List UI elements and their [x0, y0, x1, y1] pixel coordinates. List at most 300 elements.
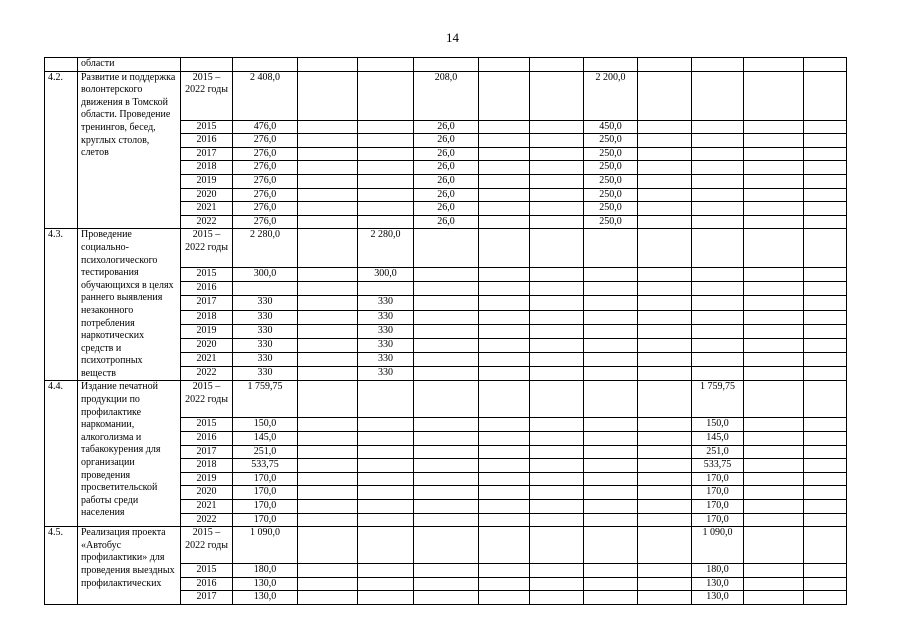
empty-cell — [638, 338, 692, 352]
empty-cell — [414, 338, 479, 352]
empty-cell — [638, 418, 692, 432]
empty-cell — [638, 310, 692, 324]
total-cell: 130,0 — [233, 591, 298, 605]
value-cell: 26,0 — [414, 202, 479, 216]
empty-cell — [530, 215, 584, 229]
table-row — [45, 58, 847, 72]
empty-cell — [638, 296, 692, 310]
empty-cell — [638, 120, 692, 134]
year-cell: 2017 — [181, 445, 233, 459]
value-cell: 145,0 — [692, 432, 744, 446]
empty-cell — [298, 591, 358, 605]
empty-cell — [479, 174, 530, 188]
empty-cell — [298, 174, 358, 188]
year-cell: 2018 — [181, 161, 233, 175]
total-cell: 251,0 — [233, 445, 298, 459]
empty-cell — [584, 472, 638, 486]
empty-cell — [414, 381, 479, 418]
empty-cell — [298, 338, 358, 352]
empty-cell — [584, 310, 638, 324]
total-cell: 330 — [233, 338, 298, 352]
period-cell: 2015 – 2022 годы — [181, 71, 233, 120]
empty-cell — [804, 591, 847, 605]
empty-cell — [298, 161, 358, 175]
section-name: Проведение социально-психологического тестирования обучающихся в целях раннего выявления незаконного потребления наркотических средств и психотропных веществ — [78, 229, 181, 381]
empty-cell — [358, 564, 414, 578]
value-cell: 180,0 — [692, 564, 744, 578]
empty-cell — [804, 381, 847, 418]
empty-cell — [584, 418, 638, 432]
empty-cell — [638, 215, 692, 229]
empty-cell — [692, 353, 744, 367]
empty-cell — [530, 472, 584, 486]
value-cell — [358, 282, 414, 296]
empty-cell — [479, 418, 530, 432]
empty-cell — [530, 296, 584, 310]
empty-cell — [804, 310, 847, 324]
year-cell: 2018 — [181, 310, 233, 324]
value-cell: 1 759,75 — [692, 381, 744, 418]
value-cell: 330 — [358, 338, 414, 352]
empty-cell — [744, 445, 804, 459]
total-cell: 476,0 — [233, 120, 298, 134]
empty-cell — [358, 120, 414, 134]
empty-cell — [530, 367, 584, 381]
empty-cell — [584, 577, 638, 591]
empty-cell — [358, 591, 414, 605]
empty-cell — [584, 459, 638, 473]
value-cell: 1 090,0 — [692, 527, 744, 564]
empty-cell — [638, 500, 692, 514]
empty-cell — [638, 564, 692, 578]
empty-cell — [530, 513, 584, 527]
empty-cell — [744, 418, 804, 432]
empty-cell — [804, 513, 847, 527]
empty-cell — [804, 120, 847, 134]
year-cell: 2015 — [181, 564, 233, 578]
empty-cell — [638, 381, 692, 418]
empty-cell — [530, 338, 584, 352]
empty-cell — [744, 134, 804, 148]
empty-cell — [414, 353, 479, 367]
total-cell: 170,0 — [233, 472, 298, 486]
empty-cell — [744, 513, 804, 527]
total-cell: 1 759,75 — [233, 381, 298, 418]
empty-cell — [744, 432, 804, 446]
empty-cell — [298, 472, 358, 486]
empty-cell — [298, 381, 358, 418]
empty-cell — [638, 432, 692, 446]
empty-cell — [479, 310, 530, 324]
empty-cell — [298, 353, 358, 367]
empty-cell — [638, 267, 692, 281]
value-cell: 2 200,0 — [584, 71, 638, 120]
value-cell: 2 280,0 — [358, 229, 414, 268]
total-cell: 533,75 — [233, 459, 298, 473]
empty-cell — [358, 527, 414, 564]
empty-cell — [638, 445, 692, 459]
empty-cell — [298, 459, 358, 473]
empty-cell — [479, 367, 530, 381]
empty-cell — [414, 564, 479, 578]
empty-cell — [692, 71, 744, 120]
empty-cell — [530, 381, 584, 418]
empty-cell — [744, 215, 804, 229]
empty-cell — [584, 564, 638, 578]
empty-cell — [744, 229, 804, 268]
empty-cell — [479, 564, 530, 578]
empty-cell — [692, 202, 744, 216]
empty-cell — [298, 564, 358, 578]
empty-cell — [530, 267, 584, 281]
empty-cell — [530, 71, 584, 120]
empty-cell — [744, 486, 804, 500]
value-cell: 450,0 — [584, 120, 638, 134]
empty-cell — [692, 338, 744, 352]
period-cell: 2015 – 2022 годы — [181, 229, 233, 268]
empty-cell — [358, 174, 414, 188]
empty-cell — [744, 161, 804, 175]
value-cell: 170,0 — [692, 500, 744, 514]
empty-cell — [804, 229, 847, 268]
year-cell: 2021 — [181, 500, 233, 514]
empty-cell — [530, 445, 584, 459]
value-cell: 330 — [358, 353, 414, 367]
empty-cell — [479, 71, 530, 120]
total-cell: 170,0 — [233, 500, 298, 514]
empty-cell — [744, 147, 804, 161]
empty-cell — [479, 353, 530, 367]
empty-cell — [744, 381, 804, 418]
empty-cell — [298, 134, 358, 148]
year-cell: 2022 — [181, 215, 233, 229]
empty-cell — [414, 296, 479, 310]
value-cell: 26,0 — [414, 174, 479, 188]
empty-cell — [638, 367, 692, 381]
value-cell: 26,0 — [414, 147, 479, 161]
total-cell: 1 090,0 — [233, 527, 298, 564]
empty-cell — [804, 432, 847, 446]
empty-cell — [530, 188, 584, 202]
sections-body — [45, 71, 847, 604]
total-cell: 276,0 — [233, 147, 298, 161]
empty-cell — [744, 282, 804, 296]
empty-cell — [479, 282, 530, 296]
empty-cell — [584, 324, 638, 338]
empty-cell — [530, 282, 584, 296]
empty-cell — [358, 147, 414, 161]
empty-cell — [414, 418, 479, 432]
empty-cell — [358, 472, 414, 486]
empty-cell — [479, 215, 530, 229]
empty-cell — [358, 202, 414, 216]
empty-cell — [638, 134, 692, 148]
empty-cell — [479, 338, 530, 352]
empty-cell — [638, 229, 692, 268]
period-cell: 2015 – 2022 годы — [181, 527, 233, 564]
empty-cell — [358, 432, 414, 446]
total-cell: 330 — [233, 310, 298, 324]
empty-cell — [584, 513, 638, 527]
empty-cell — [298, 202, 358, 216]
empty-cell — [479, 513, 530, 527]
empty-cell — [804, 459, 847, 473]
empty-cell — [414, 591, 479, 605]
value-cell: 26,0 — [414, 215, 479, 229]
year-cell: 2020 — [181, 338, 233, 352]
empty-cell — [804, 527, 847, 564]
value-cell: 250,0 — [584, 188, 638, 202]
section-number: 4.5. — [45, 527, 78, 605]
empty-cell — [414, 445, 479, 459]
value-cell: 250,0 — [584, 161, 638, 175]
empty-cell — [744, 267, 804, 281]
empty-cell — [414, 367, 479, 381]
table-row — [45, 71, 847, 120]
empty-cell — [479, 188, 530, 202]
total-cell: 330 — [233, 324, 298, 338]
empty-cell — [479, 591, 530, 605]
empty-cell — [358, 134, 414, 148]
empty-cell — [479, 472, 530, 486]
total-cell: 180,0 — [233, 564, 298, 578]
total-cell: 330 — [233, 296, 298, 310]
empty-cell — [638, 527, 692, 564]
year-cell: 2016 — [181, 432, 233, 446]
value-cell: 251,0 — [692, 445, 744, 459]
section-name: Издание печатной продукции по профилактике наркомании, алкоголизма и табакокурения для организации проведения просветительской работы среди населения — [78, 381, 181, 527]
empty-cell — [358, 215, 414, 229]
value-cell: 250,0 — [584, 134, 638, 148]
empty-cell — [479, 161, 530, 175]
empty-cell — [414, 432, 479, 446]
empty-cell — [692, 310, 744, 324]
empty-cell — [530, 353, 584, 367]
empty-cell — [638, 147, 692, 161]
section-number: 4.3. — [45, 229, 78, 381]
empty-cell — [804, 296, 847, 310]
empty-cell — [584, 267, 638, 281]
empty-cell — [479, 134, 530, 148]
empty-cell — [530, 564, 584, 578]
empty-cell — [298, 500, 358, 514]
empty-cell — [744, 174, 804, 188]
empty-cell — [638, 577, 692, 591]
empty-cell — [804, 188, 847, 202]
empty-cell — [479, 381, 530, 418]
empty-cell — [358, 486, 414, 500]
total-cell: 330 — [233, 367, 298, 381]
empty-cell — [414, 486, 479, 500]
empty-cell — [744, 472, 804, 486]
empty-cell — [414, 310, 479, 324]
value-cell: 26,0 — [414, 188, 479, 202]
empty-cell — [804, 486, 847, 500]
empty-cell — [638, 202, 692, 216]
empty-cell — [298, 367, 358, 381]
empty-cell — [804, 353, 847, 367]
total-cell: 150,0 — [233, 418, 298, 432]
empty-cell — [479, 486, 530, 500]
empty-cell — [638, 486, 692, 500]
empty-cell — [744, 338, 804, 352]
empty-cell — [692, 282, 744, 296]
empty-cell — [804, 134, 847, 148]
value-cell: 130,0 — [692, 591, 744, 605]
empty-cell — [530, 174, 584, 188]
empty-cell — [530, 120, 584, 134]
year-cell: 2019 — [181, 472, 233, 486]
total-cell: 276,0 — [233, 215, 298, 229]
empty-cell — [530, 324, 584, 338]
empty-cell — [638, 174, 692, 188]
empty-cell — [530, 432, 584, 446]
empty-cell — [479, 445, 530, 459]
empty-cell — [804, 282, 847, 296]
empty-cell — [804, 367, 847, 381]
total-cell: 276,0 — [233, 134, 298, 148]
empty-cell — [584, 591, 638, 605]
empty-cell — [692, 174, 744, 188]
empty-cell — [298, 577, 358, 591]
empty-cell — [530, 486, 584, 500]
value-cell: 26,0 — [414, 120, 479, 134]
year-cell: 2018 — [181, 459, 233, 473]
empty-cell — [530, 591, 584, 605]
empty-cell — [414, 282, 479, 296]
empty-cell — [358, 459, 414, 473]
table-row — [45, 229, 847, 268]
empty-cell — [638, 459, 692, 473]
empty-cell — [358, 500, 414, 514]
empty-cell — [804, 71, 847, 120]
empty-cell — [298, 120, 358, 134]
empty-cell — [479, 432, 530, 446]
empty-cell — [804, 147, 847, 161]
empty-cell — [744, 564, 804, 578]
year-cell: 2021 — [181, 202, 233, 216]
empty-cell — [358, 188, 414, 202]
value-cell: 170,0 — [692, 513, 744, 527]
total-cell: 170,0 — [233, 513, 298, 527]
empty-cell — [530, 577, 584, 591]
empty-cell — [584, 282, 638, 296]
empty-cell — [744, 120, 804, 134]
period-cell: 2015 – 2022 годы — [181, 381, 233, 418]
value-cell: 300,0 — [358, 267, 414, 281]
empty-cell — [638, 513, 692, 527]
empty-cell — [692, 324, 744, 338]
empty-cell — [692, 267, 744, 281]
value-cell: 170,0 — [692, 486, 744, 500]
empty-cell — [744, 202, 804, 216]
total-cell: 330 — [233, 353, 298, 367]
year-cell: 2017 — [181, 147, 233, 161]
empty-cell — [804, 174, 847, 188]
empty-cell — [298, 215, 358, 229]
empty-cell — [479, 577, 530, 591]
empty-cell — [804, 500, 847, 514]
total-cell: 276,0 — [233, 174, 298, 188]
empty-cell — [530, 229, 584, 268]
empty-cell — [298, 296, 358, 310]
empty-cell — [804, 418, 847, 432]
empty-cell — [479, 267, 530, 281]
empty-cell — [804, 202, 847, 216]
empty-cell — [638, 71, 692, 120]
empty-cell — [638, 591, 692, 605]
empty-cell — [479, 500, 530, 514]
value-cell: 26,0 — [414, 161, 479, 175]
value-cell: 533,75 — [692, 459, 744, 473]
value-cell: 170,0 — [692, 472, 744, 486]
empty-cell — [584, 381, 638, 418]
year-cell: 2016 — [181, 134, 233, 148]
empty-cell — [530, 202, 584, 216]
year-cell: 2019 — [181, 174, 233, 188]
total-cell: 170,0 — [233, 486, 298, 500]
empty-cell — [479, 147, 530, 161]
empty-cell — [479, 202, 530, 216]
empty-cell — [584, 527, 638, 564]
empty-cell — [298, 527, 358, 564]
empty-cell — [298, 229, 358, 268]
empty-cell — [298, 513, 358, 527]
empty-cell — [479, 296, 530, 310]
total-cell — [233, 282, 298, 296]
empty-cell — [584, 486, 638, 500]
empty-cell — [804, 445, 847, 459]
empty-cell — [692, 296, 744, 310]
empty-cell — [298, 324, 358, 338]
year-cell: 2020 — [181, 486, 233, 500]
empty-cell — [298, 418, 358, 432]
empty-cell — [358, 577, 414, 591]
empty-cell — [692, 215, 744, 229]
value-cell: 130,0 — [692, 577, 744, 591]
empty-cell — [530, 459, 584, 473]
total-cell: 276,0 — [233, 188, 298, 202]
empty-cell — [804, 161, 847, 175]
empty-cell — [638, 324, 692, 338]
empty-cell — [358, 418, 414, 432]
year-cell: 2017 — [181, 591, 233, 605]
continuation-cell: области — [78, 58, 181, 72]
value-cell: 250,0 — [584, 215, 638, 229]
empty-cell — [584, 353, 638, 367]
empty-cell — [638, 188, 692, 202]
program-table — [44, 57, 847, 605]
empty-cell — [744, 324, 804, 338]
total-cell: 130,0 — [233, 577, 298, 591]
empty-cell — [744, 500, 804, 514]
empty-cell — [414, 267, 479, 281]
year-cell: 2022 — [181, 513, 233, 527]
empty-cell — [744, 527, 804, 564]
empty-cell — [744, 591, 804, 605]
total-cell: 145,0 — [233, 432, 298, 446]
empty-cell — [358, 161, 414, 175]
value-cell: 250,0 — [584, 202, 638, 216]
year-cell: 2015 — [181, 267, 233, 281]
empty-cell — [414, 513, 479, 527]
empty-cell — [298, 267, 358, 281]
value-cell: 26,0 — [414, 134, 479, 148]
empty-cell — [744, 71, 804, 120]
empty-cell — [479, 527, 530, 564]
empty-cell — [414, 459, 479, 473]
empty-cell — [804, 215, 847, 229]
